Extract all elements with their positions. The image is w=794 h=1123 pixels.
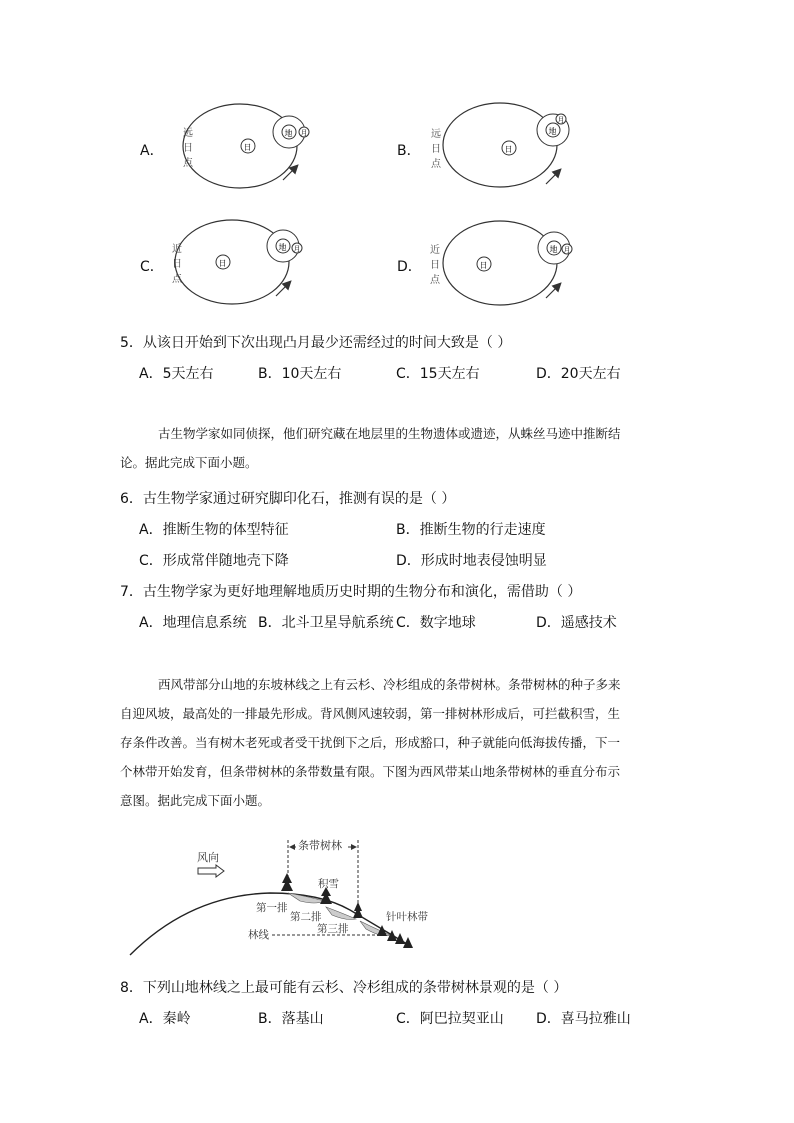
earth-label: 地 (284, 129, 293, 138)
passage-line: 论。据此完成下面小题。 (120, 455, 258, 470)
q8-option-c[interactable]: C．阿巴拉契亚山 (396, 1011, 504, 1027)
svg-text:日: 日 (504, 145, 513, 154)
question-7-stem: 7．古生物学家为更好地理解地质历史时期的生物分布和演化，需借助（ ） (120, 584, 582, 600)
svg-text:点: 点 (430, 275, 440, 286)
point-label-1: 远 (183, 128, 193, 139)
svg-text:日: 日 (431, 144, 441, 155)
q8-option-b[interactable]: B．落基山 (258, 1011, 324, 1027)
svg-text:月: 月 (293, 245, 301, 253)
q6-option-c[interactable]: C．形成常伴随地壳下降 (139, 553, 289, 569)
option-letter: D． (397, 259, 422, 275)
question-5-stem: 5．从该日开始到下次出现凸月最少还需经过的时间大致是（ ） (120, 335, 512, 351)
q7-option-b[interactable]: B．北斗卫星导航系统 (258, 615, 394, 631)
q5-option-b[interactable]: B．10天左右 (258, 366, 342, 382)
orbit-b (431, 103, 569, 187)
orbit-a (183, 104, 309, 188)
svg-text:地: 地 (278, 243, 287, 252)
orbit-c (172, 220, 302, 304)
svg-text:月: 月 (563, 246, 571, 254)
q7-option-c[interactable]: C．数字地球 (396, 615, 476, 631)
tree-band-diagram (120, 835, 440, 960)
passage-tree-bands (120, 670, 628, 815)
svg-text:地: 地 (549, 245, 558, 254)
row3-label: 第三排 (317, 923, 349, 935)
svg-text:近: 近 (172, 244, 182, 255)
point-label-2: 日 (183, 143, 193, 154)
wind-label: 风向 (197, 851, 219, 864)
svg-text:月: 月 (557, 116, 565, 124)
treeline-label: 林线 (248, 929, 269, 941)
moon-label: 月 (300, 129, 308, 137)
option-letter: A． (140, 143, 164, 159)
q6-option-b[interactable]: B．推断生物的行走速度 (396, 522, 546, 538)
q5-option-c[interactable]: C．15天左右 (396, 366, 480, 382)
svg-text:点: 点 (172, 274, 182, 285)
passage-line: 自迎风坡，最高处的一排最先形成。背风侧风速较弱，第一排树林形成后，可拦截积雪，生 (120, 706, 621, 721)
passage-line: 西风带部分山地的东坡林线之上有云杉、冷杉组成的条带树林。条带树林的种子多来 (158, 677, 621, 692)
svg-text:日: 日 (430, 260, 440, 271)
q7-option-d[interactable]: D．遥感技术 (536, 615, 617, 631)
q8-option-a[interactable]: A．秦岭 (139, 1011, 191, 1027)
orbit-d (430, 221, 572, 305)
q8-option-d[interactable]: D．喜马拉雅山 (536, 1011, 631, 1027)
question-8-stem: 8．下列山地林线之上最可能有云杉、冷杉组成的条带树林景观的是（ ） (120, 980, 568, 996)
question-6-stem: 6．古生物学家通过研究脚印化石，推测有误的是（ ） (120, 491, 456, 507)
conifer-label: 针叶林带 (386, 911, 428, 923)
option-letter: C． (140, 259, 164, 275)
passage-line: 存条件改善。当有树木老死或者受干扰倒下之后，形成豁口，种子就能向低海拔传播，下一 (120, 735, 621, 750)
svg-text:点: 点 (431, 159, 441, 170)
svg-text:地: 地 (548, 127, 557, 136)
passage-fossils (120, 419, 628, 477)
point-label-3: 点 (183, 158, 193, 169)
svg-text:近: 近 (430, 245, 440, 256)
svg-text:远: 远 (431, 129, 441, 140)
passage-line: 意图。据此完成下面小题。 (120, 793, 271, 808)
band-label: 条带树林 (298, 839, 342, 852)
svg-text:日: 日 (218, 259, 227, 268)
svg-text:日: 日 (172, 259, 182, 270)
snow-label: 积雪 (318, 878, 339, 890)
q5-option-d[interactable]: D．20天左右 (536, 366, 621, 382)
row1-label: 第一排 (256, 902, 288, 914)
q5-option-a[interactable]: A．5天左右 (139, 366, 214, 382)
q6-option-d[interactable]: D．形成时地表侵蚀明显 (396, 553, 547, 569)
q6-option-a[interactable]: A．推断生物的体型特征 (139, 522, 289, 538)
passage-line: 古生物学家如同侦探，他们研究藏在地层里的生物遗体或遗迹，从蛛丝马迹中推断结 (158, 426, 621, 441)
q7-option-a[interactable]: A．地理信息系统 (139, 615, 247, 631)
orbit-diagrams (0, 0, 794, 330)
svg-text:日: 日 (479, 261, 488, 270)
row2-label: 第二排 (290, 911, 322, 923)
sun-label: 日 (243, 143, 252, 152)
option-letter: B． (397, 143, 421, 159)
passage-line: 个林带开始发育，但条带树林的条带数量有限。下图为西风带某山地条带树林的垂直分布示 (120, 764, 621, 779)
